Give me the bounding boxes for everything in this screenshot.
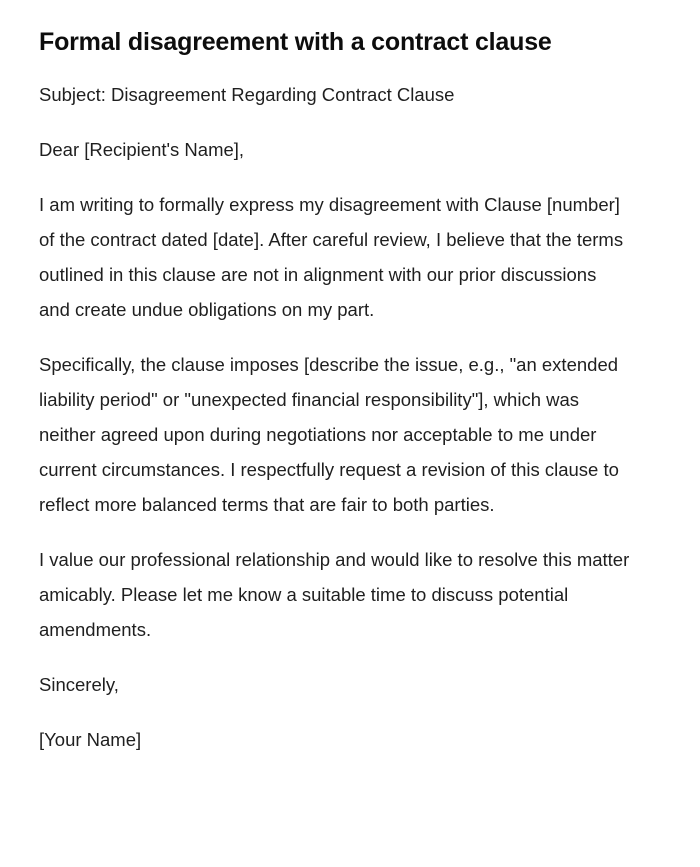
salutation: Dear [Recipient's Name], (39, 139, 245, 160)
body-paragraph-1: I am writing to formally express my disagreement with Clause [number] of the contract dated [date]. After careful review, I believe that the terms outlined in this clause are not in alignment with our prior discussions and create undue obligations on my part. (39, 194, 624, 320)
signature: [Your Name] (39, 729, 142, 750)
body-paragraph-2: Specifically, the clause imposes [describe the issue, e.g., "an extended liability period" or "unexpected financial responsibility"], which was neither agreed upon during negotiations nor acceptable to me under current circumstances. I respectfully request a revision of this clause to reflect more balanced terms that are fair to both parties. (39, 354, 619, 515)
subject-line: Subject: Disagreement Regarding Contract Clause (39, 84, 455, 105)
body-paragraph-3: I value our professional relationship and would like to resolve this matter amicably. Please let me know a suitable time to discuss potential amendments. (39, 549, 630, 640)
closing: Sincerely, (39, 674, 119, 695)
page-title: Formal disagreement with a contract clause (39, 28, 552, 56)
